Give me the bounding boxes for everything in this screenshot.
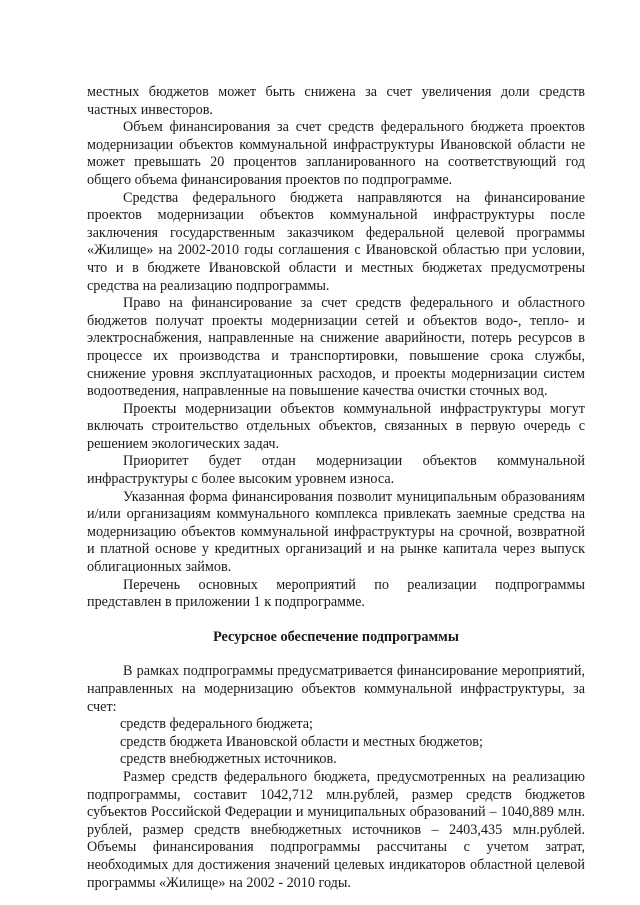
paragraph-borrowed-funds: Указанная форма финансирования позволит муниципальным образованиям и/или организациям коммунального комплекса привлекать заемные средства на модернизацию объектов коммунальной инфраструктуры на срочной, возвратной и платной основе у кредитных организаций и на рынке капитала через выпуск облигационных займов. — [87, 488, 585, 576]
document-body — [87, 84, 585, 892]
paragraph-federal-funds-direction: Средства федерального бюджета направляются на финансирование проектов модернизации объектов коммунальной инфраструктуры после заключения государственным заказчиком федеральной целевой программы «Жилище» на 2002-2010 годы соглашения с Ивановской областью при условии, что и в бюджете Ивановской области и местных бюджетах предусмотрены средства на реализацию подпрограммы. — [87, 189, 585, 294]
funding-source-item: средств федерального бюджета; — [120, 716, 313, 733]
paragraph-ecological-projects: Проекты модернизации объектов коммунальной инфраструктуры могут включать строительство отдельных объектов, связанных в первую очередь с решением экологических задач. — [87, 400, 585, 452]
paragraph-priority: Приоритет будет отдан модернизации объектов коммунальной инфраструктуры с более высоким уровнем износа. — [87, 453, 585, 488]
section-heading: Ресурсное обеспечение подпрограммы — [213, 628, 459, 645]
paragraph-funding-amounts: Размер средств федерального бюджета, предусмотренных на реализацию подпрограммы, составит 1042,712 млн.рублей, размер средств бюджетов субъектов Российской Федерации и муниципальных образований – 1040,889 млн. рублей, размер средств внебюджетных источников – 2403,435 млн.рублей. Объемы финансирования подпрограммы рассчитаны с учетом затрат, необходимых для достижения значений целевых индикаторов областной целевой программы «Жилище» на 2002 - 2010 годы. — [87, 768, 585, 891]
paragraph-continuation: местных бюджетов может быть снижена за счет увеличения доли средств частных инвесторов. — [87, 84, 585, 118]
funding-source-item: средств бюджета Ивановской области и местных бюджетов; — [120, 733, 483, 750]
funding-source-item: средств внебюджетных источников. — [120, 751, 337, 768]
paragraph-funding-eligibility: Право на финансирование за счет средств федерального и областного бюджетов получат проекты модернизации сетей и объектов водо-, тепло- и электроснабжения, направленные на снижение аварийности, потерь ресурсов в процессе их производства и транспортировки, повышение срока службы, снижение уровня эксплуатационных расходов, и проекты модернизации систем водоотведения, направленные на повышение качества очистки сточных вод. — [87, 295, 585, 400]
paragraph-activities-list-reference: Перечень основных мероприятий по реализации подпрограммы представлен в приложении 1 к подпрограмме. — [87, 576, 585, 611]
paragraph-section-intro: В рамках подпрограммы предусматривается финансирование мероприятий, направленных на модернизацию объектов коммунальной инфраструктуры, за счет: — [87, 663, 585, 715]
paragraph-federal-share-limit: Объем финансирования за счет средств федерального бюджета проектов модернизации объектов коммунальной инфраструктуры Ивановской области не может превышать 20 процентов запланированного на соответствующий год общего объема финансирования проектов по подпрограмме. — [87, 119, 585, 188]
